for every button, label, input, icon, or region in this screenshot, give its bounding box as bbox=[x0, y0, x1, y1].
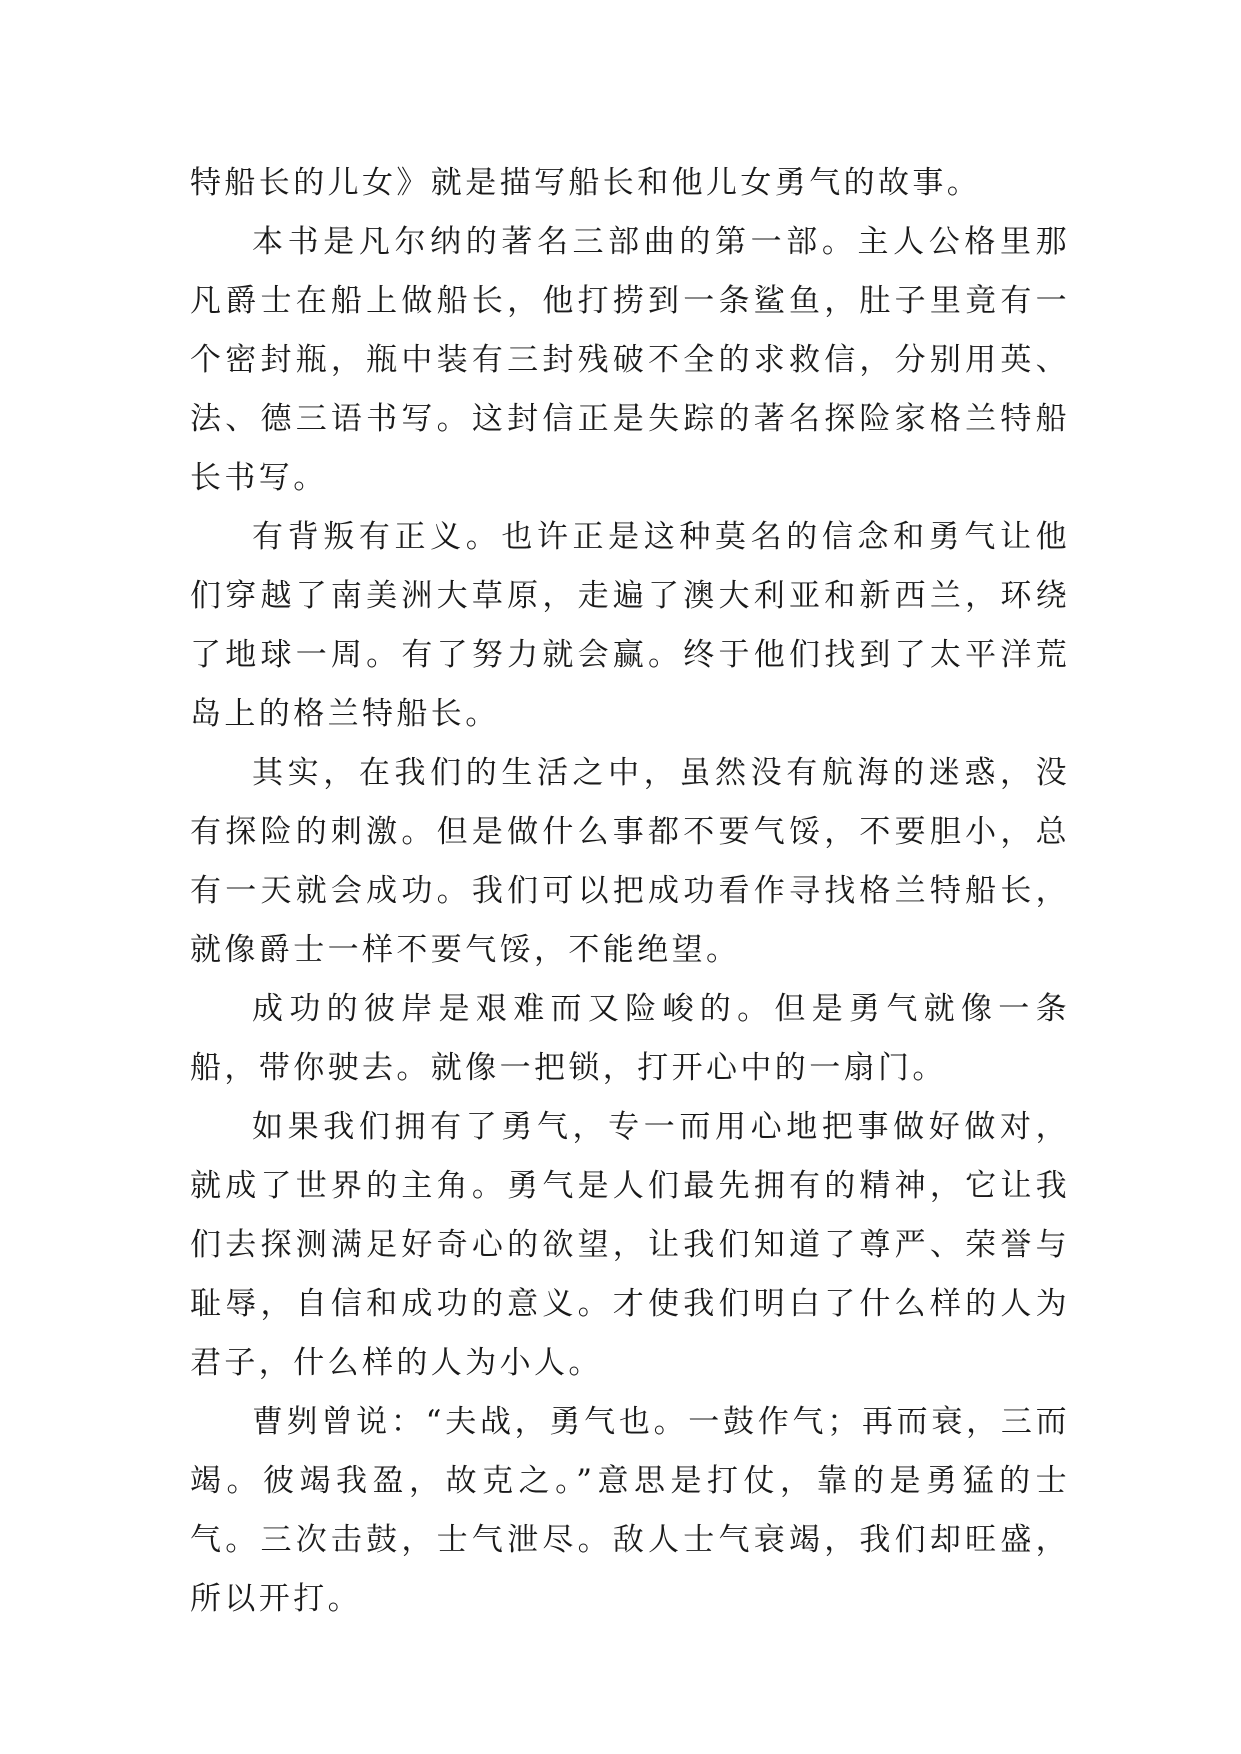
paragraph: 本书是凡尔纳的著名三部曲的第一部。主人公格里那凡爵士在船上做船长，他打捞到一条鲨鱼，肚子里竟有一个密封瓶，瓶中装有三封残破不全的求救信，分别用英、法、德三语书写。这封信正是失踪的著名探险家格兰特船长书写。 bbox=[190, 224, 1070, 496]
document-body bbox=[190, 154, 1070, 1629]
paragraph: 如果我们拥有了勇气，专一而用心地把事做好做对，就成了世界的主角。勇气是人们最先拥有的精神，它让我们去探测满足好奇心的欲望，让我们知道了尊严、荣誉与耻辱，自信和成功的意义。才使我们明白了什么样的人为君子，什么样的人为小人。 bbox=[190, 1109, 1070, 1381]
paragraph: 曹刿曾说：“夫战，勇气也。一鼓作气；再而衰，三而竭。彼竭我盈，故克之。”意思是打仗，靠的是勇猛的士气。三次击鼓，士气泄尽。敌人士气衰竭，我们却旺盛，所以开打。 bbox=[190, 1404, 1070, 1617]
paragraph: 成功的彼岸是艰难而又险峻的。但是勇气就像一条船，带你驶去。就像一把锁，打开心中的一扇门。 bbox=[190, 991, 1070, 1086]
paragraph-continuation: 特船长的儿女》就是描写船长和他儿女勇气的故事。 bbox=[190, 165, 982, 201]
paragraph: 有背叛有正义。也许正是这种莫名的信念和勇气让他们穿越了南美洲大草原，走遍了澳大利亚和新西兰，环绕了地球一周。有了努力就会赢。终于他们找到了太平洋荒岛上的格兰特船长。 bbox=[190, 519, 1070, 732]
paragraph: 其实，在我们的生活之中，虽然没有航海的迷惑，没有探险的刺激。但是做什么事都不要气馁，不要胆小，总有一天就会成功。我们可以把成功看作寻找格兰特船长，就像爵士一样不要气馁，不能绝望。 bbox=[190, 755, 1070, 968]
